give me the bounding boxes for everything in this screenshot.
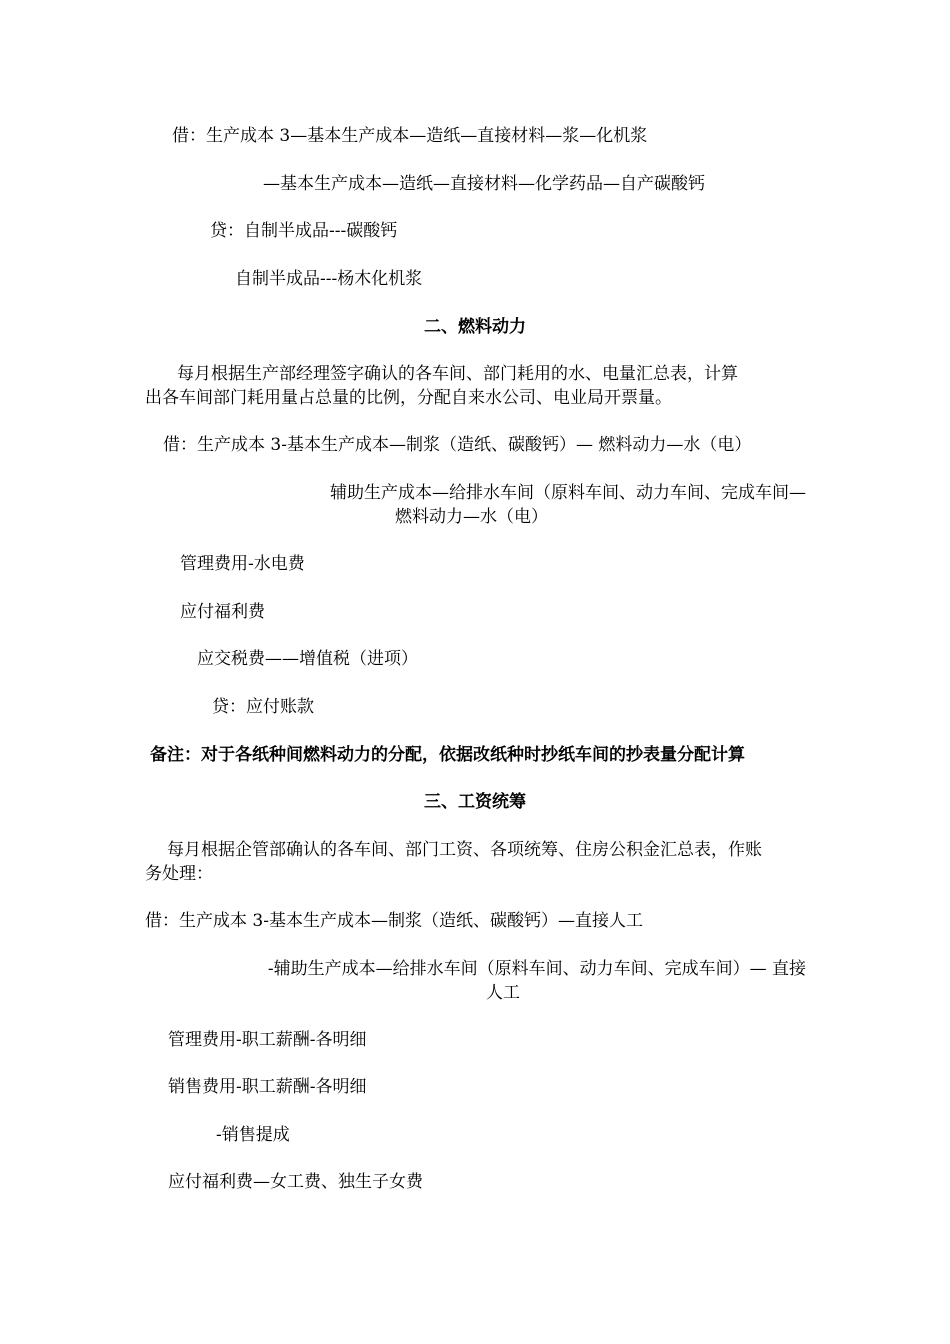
debit-line-wages-aux-a: -辅助生产成本—给排水车间（原料车间、动力车间、完成车间）— 直接 xyxy=(267,959,806,979)
line-welfare-payable: 应付福利费 xyxy=(180,602,265,622)
credit-line-payable: 贷：应付账款 xyxy=(212,697,314,717)
debit-line-fuel-aux-b: 燃料动力—水（电） xyxy=(395,507,548,527)
section-heading-wages: 三、工资统筹 xyxy=(424,792,526,812)
debit-line-fuel-basic: 借：生产成本 3-基本生产成本—制浆（造纸、碳酸钙）— 燃料动力—水（电） xyxy=(163,435,752,455)
debit-line-material-pulp: 借：生产成本 3—基本生产成本—造纸—直接材料—浆—化机浆 xyxy=(172,126,648,146)
paragraph-wages-line1: 每月根据企管部确认的各车间、部门工资、各项统筹、住房公积金汇总表，作账 xyxy=(167,840,762,860)
line-mgmt-utilities: 管理费用-水电费 xyxy=(180,554,305,574)
debit-line-material-chemical: —基本生产成本—造纸—直接材料—化学药品—自产碳酸钙 xyxy=(263,174,705,194)
section-heading-fuel-power: 二、燃料动力 xyxy=(424,317,526,337)
line-vat-input: 应交税费——增值税（进项） xyxy=(197,649,418,669)
debit-line-fuel-aux-a: 辅助生产成本—给排水车间（原料车间、动力车间、完成车间— xyxy=(330,483,806,503)
paragraph-fuel-line1: 每月根据生产部经理签字确认的各车间、部门耗用的水、电量汇总表，计算 xyxy=(177,364,738,384)
paragraph-fuel-line2: 出各车间部门耗用量占总量的比例，分配自来水公司、电业局开票量。 xyxy=(145,388,672,408)
credit-line-pulp: 自制半成品---杨木化机浆 xyxy=(235,269,423,289)
credit-line-calcium: 贷：自制半成品---碳酸钙 xyxy=(210,221,398,241)
line-welfare-female-onechild: 应付福利费—女工费、独生子女费 xyxy=(168,1172,423,1192)
line-sales-commission: -销售提成 xyxy=(216,1125,290,1145)
line-sales-salary: 销售费用-职工薪酬-各明细 xyxy=(168,1077,367,1097)
paragraph-wages-line2: 务处理： xyxy=(145,864,213,884)
debit-line-wages-aux-b: 人工 xyxy=(486,983,520,1003)
note-fuel-allocation: 备注：对于各纸种间燃料动力的分配，依据改纸种时抄纸车间的抄表量分配计算 xyxy=(150,745,745,765)
line-mgmt-salary: 管理费用-职工薪酬-各明细 xyxy=(168,1030,367,1050)
debit-line-wages-basic: 借：生产成本 3-基本生产成本—制浆（造纸、碳酸钙）—直接人工 xyxy=(145,911,643,931)
